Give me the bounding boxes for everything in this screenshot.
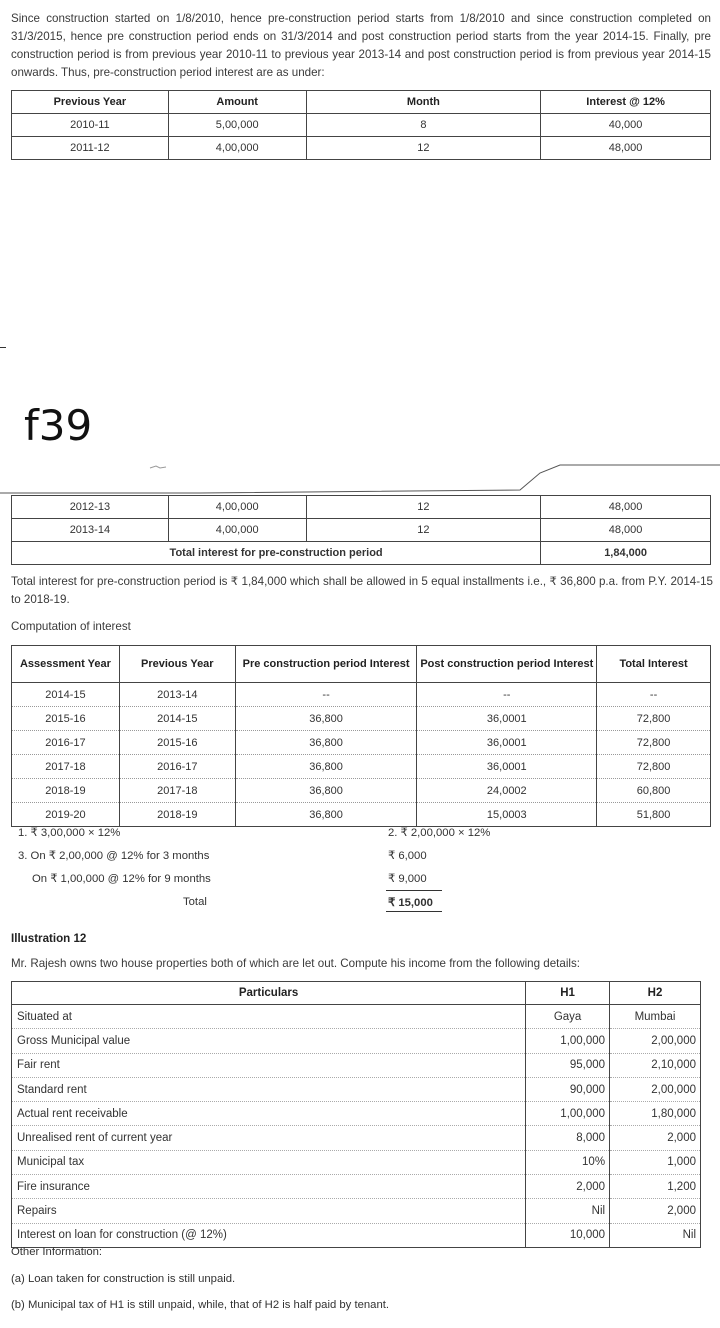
- installment-note: Total interest for pre-construction period is ₹ 1,84,000 which shall be allowed in 5 equal installments i.e., ₹ 36,800 p.a. from P.Y. 2014-15 to 2018-19.: [11, 575, 713, 606]
- table-row: [12, 1029, 701, 1053]
- torn-edge-line: [0, 460, 720, 500]
- cell: 72,800: [597, 755, 711, 779]
- pre-construction-interest-table-continued: [11, 495, 711, 565]
- table-row: [12, 519, 711, 542]
- cell: 2013-14: [119, 683, 235, 707]
- cell: 2,10,000: [610, 1053, 701, 1077]
- cell: 5,00,000: [168, 114, 306, 137]
- header-total-interest: Total Interest: [597, 646, 711, 683]
- cell: 40,000: [541, 114, 711, 137]
- cell: --: [235, 683, 417, 707]
- cell: 90,000: [526, 1077, 610, 1101]
- table-row: [12, 707, 711, 731]
- table-row: [12, 779, 711, 803]
- computation-of-interest-table: [11, 645, 711, 827]
- cell: 72,800: [597, 731, 711, 755]
- cell: Nil: [610, 1223, 701, 1247]
- cell: 2012-13: [12, 496, 169, 519]
- cell: --: [597, 683, 711, 707]
- footnote-2: 2. ₹ 2,00,000 × 12%: [388, 827, 491, 839]
- table-header-row: [12, 91, 711, 114]
- intro-paragraph: Since construction started on 1/8/2010, hence pre-construction period starts from 1/8/2010 and since construction completed on 31/3/2015, hence pre construction period ends on 31/3/2014 and post construction period starts from the year 2014-15. Finally, pre construction period is from previous year 2010-11 to previous year 2013-14 and post construction period is from previous year 2014-15 onwards. Thus, pre-construction period interest are as under:: [11, 12, 711, 79]
- table-row: [12, 803, 711, 827]
- cell: 4,00,000: [168, 496, 306, 519]
- cell: 2010-11: [12, 114, 169, 137]
- header-month: Month: [306, 91, 541, 114]
- footnote-total-value: ₹ 15,000: [388, 897, 433, 909]
- cell: Nil: [526, 1199, 610, 1223]
- cell: 10%: [526, 1150, 610, 1174]
- table-row: [12, 1150, 701, 1174]
- sum-line: [386, 890, 442, 891]
- total-label: Total interest for pre-construction period: [12, 542, 541, 565]
- cell: 95,000: [526, 1053, 610, 1077]
- cell: 36,800: [235, 707, 417, 731]
- other-info-title: Other Information:: [11, 1246, 103, 1258]
- cell: 4,00,000: [168, 137, 306, 160]
- cell: 2,00,000: [610, 1029, 701, 1053]
- cell: Gross Municipal value: [12, 1029, 526, 1053]
- cell: Standard rent: [12, 1077, 526, 1101]
- cell: Gaya: [526, 1005, 610, 1029]
- cell: 72,800: [597, 707, 711, 731]
- cell: 48,000: [541, 496, 711, 519]
- table-row: [12, 137, 711, 160]
- header-assessment-year: Assessment Year: [12, 646, 120, 683]
- cell: 36,800: [235, 755, 417, 779]
- header-h2: H2: [610, 982, 701, 1005]
- cell: Fair rent: [12, 1053, 526, 1077]
- computation-title: Computation of interest: [11, 620, 131, 633]
- cell: 2013-14: [12, 519, 169, 542]
- cell: 36,0001: [417, 731, 597, 755]
- cell: 36,0001: [417, 755, 597, 779]
- cell: 2011-12: [12, 137, 169, 160]
- cell: 36,800: [235, 731, 417, 755]
- table-row: [12, 683, 711, 707]
- cell: 24,0002: [417, 779, 597, 803]
- table-row: [12, 1223, 701, 1247]
- other-info-a: (a) Loan taken for construction is still unpaid.: [11, 1273, 236, 1285]
- cell: 2014-15: [12, 683, 120, 707]
- cell: Repairs: [12, 1199, 526, 1223]
- cell: 36,800: [235, 803, 417, 827]
- cell: Interest on loan for construction (@ 12%): [12, 1223, 526, 1247]
- total-row: [12, 542, 711, 565]
- cell: 51,800: [597, 803, 711, 827]
- cell: 12: [306, 496, 541, 519]
- footnote-3b-value: ₹ 9,000: [388, 873, 427, 885]
- cell: 36,800: [235, 779, 417, 803]
- header-interest: Interest @ 12%: [541, 91, 711, 114]
- header-pre-construction: Pre construction period Interest: [235, 646, 417, 683]
- cell: 2014-15: [119, 707, 235, 731]
- page-marker: f39: [24, 401, 93, 450]
- footnote-3b: On ₹ 1,00,000 @ 12% for 9 months: [32, 873, 211, 885]
- cell: 60,800: [597, 779, 711, 803]
- table-row: [12, 496, 711, 519]
- cell: Situated at: [12, 1005, 526, 1029]
- header-particulars: Particulars: [12, 982, 526, 1005]
- table-header-row: [12, 646, 711, 683]
- cell: Actual rent receivable: [12, 1102, 526, 1126]
- table-row: [12, 1077, 701, 1101]
- cell: 2016-17: [12, 731, 120, 755]
- double-line-1: [386, 911, 442, 912]
- cell: 8,000: [526, 1126, 610, 1150]
- illustration-title: Illustration 12: [11, 932, 87, 945]
- cell: 2,000: [526, 1175, 610, 1199]
- table-row: [12, 1005, 701, 1029]
- cell: 48,000: [541, 137, 711, 160]
- cell: 15,0003: [417, 803, 597, 827]
- table-header-row: [12, 982, 701, 1005]
- cell: 2018-19: [12, 779, 120, 803]
- pre-construction-interest-table: [11, 90, 711, 160]
- cell: 1,200: [610, 1175, 701, 1199]
- cell: 2,000: [610, 1126, 701, 1150]
- cell: 8: [306, 114, 541, 137]
- cell: Unrealised rent of current year: [12, 1126, 526, 1150]
- table-row: [12, 114, 711, 137]
- cell: 1,000: [610, 1150, 701, 1174]
- house-property-details-table: [11, 981, 701, 1248]
- cell: 36,0001: [417, 707, 597, 731]
- cell: --: [417, 683, 597, 707]
- cell: 2015-16: [119, 731, 235, 755]
- cell: 2,00,000: [610, 1077, 701, 1101]
- cell: Mumbai: [610, 1005, 701, 1029]
- cell: 10,000: [526, 1223, 610, 1247]
- cell: 2019-20: [12, 803, 120, 827]
- illustration-question: Mr. Rajesh owns two house properties both of which are let out. Compute his income from the following details:: [11, 957, 581, 970]
- table-row: [12, 1102, 701, 1126]
- stray-mark: [0, 347, 6, 348]
- table-row: [12, 1126, 701, 1150]
- table-row: [12, 1199, 701, 1223]
- cell: 12: [306, 137, 541, 160]
- cell: 2016-17: [119, 755, 235, 779]
- other-info-b: (b) Municipal tax of H1 is still unpaid, while, that of H2 is half paid by tenant.: [11, 1299, 390, 1311]
- footnote-3a: 3. On ₹ 2,00,000 @ 12% for 3 months: [18, 850, 210, 862]
- footnote-3a-value: ₹ 6,000: [388, 850, 427, 862]
- cell: 2018-19: [119, 803, 235, 827]
- cell: Municipal tax: [12, 1150, 526, 1174]
- cell: 2,000: [610, 1199, 701, 1223]
- table-row: [12, 755, 711, 779]
- table-row: [12, 731, 711, 755]
- cell: 4,00,000: [168, 519, 306, 542]
- cell: 48,000: [541, 519, 711, 542]
- footnote-total-label: Total: [183, 896, 207, 908]
- cell: 2017-18: [12, 755, 120, 779]
- table-row: [12, 1053, 701, 1077]
- cell: 1,00,000: [526, 1029, 610, 1053]
- header-amount: Amount: [168, 91, 306, 114]
- header-previous-year: Previous Year: [119, 646, 235, 683]
- cell: Fire insurance: [12, 1175, 526, 1199]
- footnote-1: 1. ₹ 3,00,000 × 12%: [18, 827, 121, 839]
- total-value: 1,84,000: [541, 542, 711, 565]
- cell: 2017-18: [119, 779, 235, 803]
- cell: 12: [306, 519, 541, 542]
- cell: 1,80,000: [610, 1102, 701, 1126]
- cell: 2015-16: [12, 707, 120, 731]
- header-post-construction: Post construction period Interest: [417, 646, 597, 683]
- header-previous-year: Previous Year: [12, 91, 169, 114]
- table-row: [12, 1175, 701, 1199]
- cell: 1,00,000: [526, 1102, 610, 1126]
- header-h1: H1: [526, 982, 610, 1005]
